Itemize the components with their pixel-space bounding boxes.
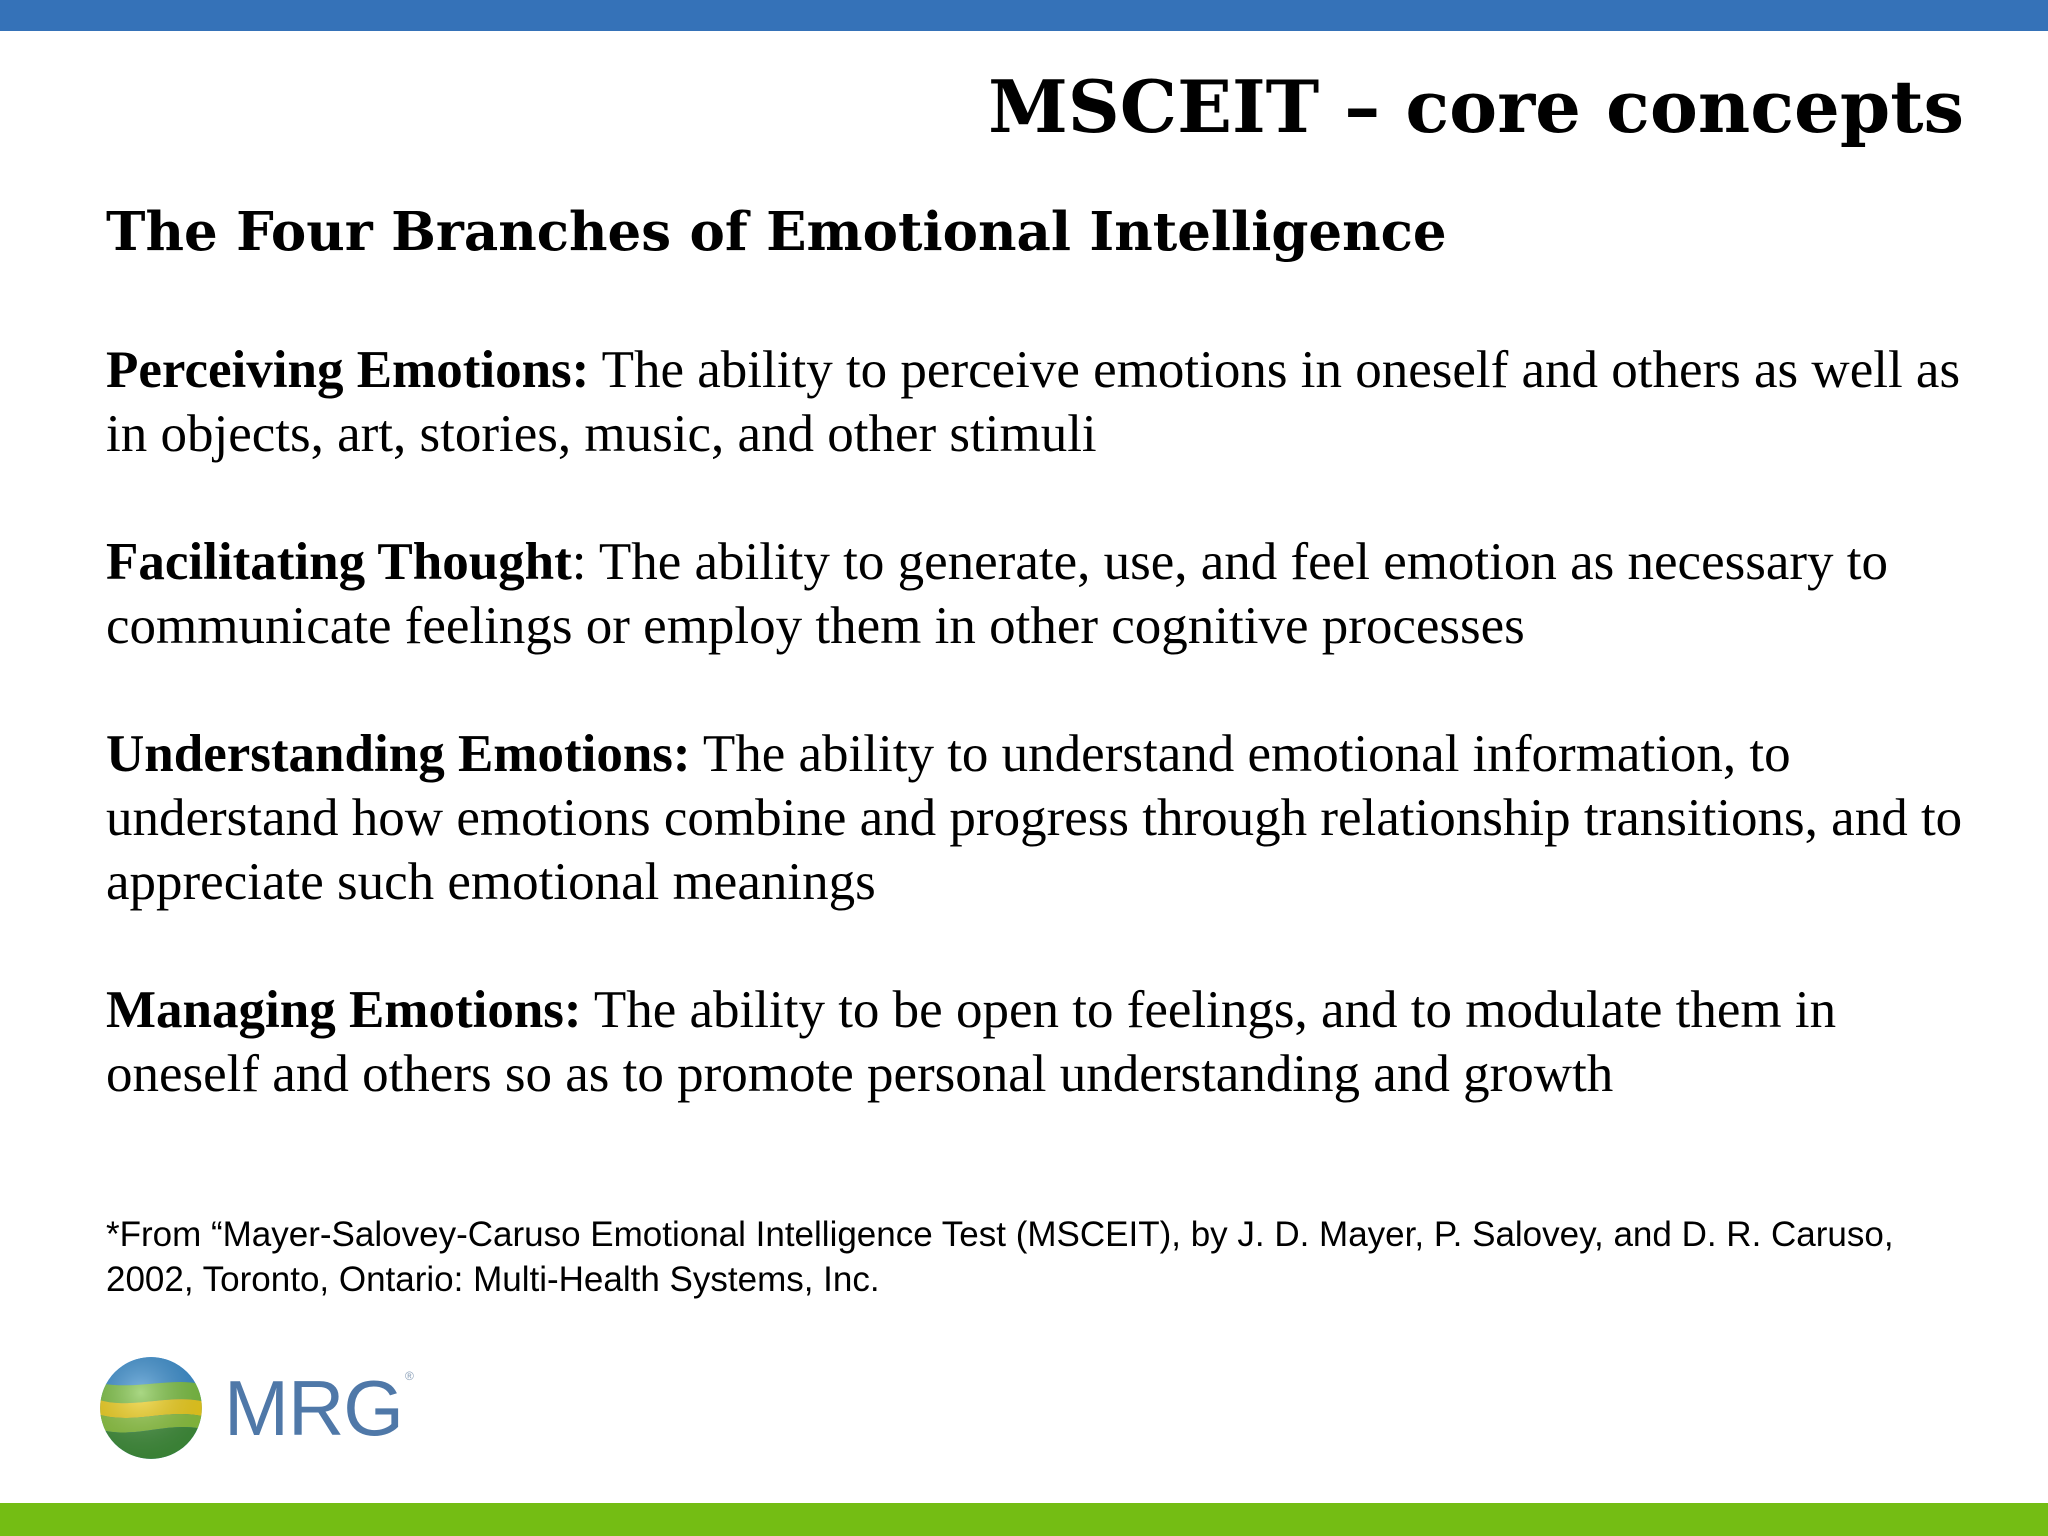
branch-term: Facilitating Thought [106, 533, 572, 591]
branch-description: The ability to generate, use, and feel emotion as necessary to communicate feelings or employ them in other cognitive processes [106, 533, 1889, 655]
globe-icon [98, 1355, 204, 1461]
branch-separator: : [571, 533, 587, 591]
section-subtitle: The Four Branches of Emotional Intelligence [106, 201, 1447, 263]
branch-description: The ability to be open to feelings, and to modulate them in oneself and others so as to promote personal understanding and growth [106, 981, 1837, 1103]
branch-description: The ability to understand emotional information, to understand how emotions combine and progress through relationship transitions, and to appreciate such emotional meanings [106, 725, 1963, 911]
branch-understanding-emotions [106, 722, 1986, 914]
branch-list [106, 338, 1986, 1170]
branch-description: The ability to perceive emotions in oneself and others as well as in objects, art, stories, music, and other stimuli [106, 341, 1961, 463]
branch-perceiving-emotions [106, 338, 1986, 466]
branch-facilitating-thought [106, 530, 1986, 658]
branch-term: Perceiving Emotions: [106, 341, 590, 399]
mrg-logo [98, 1355, 414, 1461]
citation-footnote: *From “Mayer-Salovey-Caruso Emotional Intelligence Test (MSCEIT), by J. D. Mayer, P. Salovey, and D. R. Caruso, 2002, Toronto, Ontario: Multi-Health Systems, Inc. [106, 1215, 1894, 1299]
top-accent-bar [0, 0, 2048, 31]
bottom-accent-bar [0, 1503, 2048, 1536]
registered-mark: ® [404, 1369, 414, 1383]
branch-term: Understanding Emotions: [106, 725, 691, 783]
slide-title: MSCEIT – core concepts [988, 64, 1964, 149]
logo-wordmark: MRG [224, 1364, 403, 1452]
branch-managing-emotions [106, 978, 1986, 1106]
branch-term: Managing Emotions: [106, 981, 582, 1039]
